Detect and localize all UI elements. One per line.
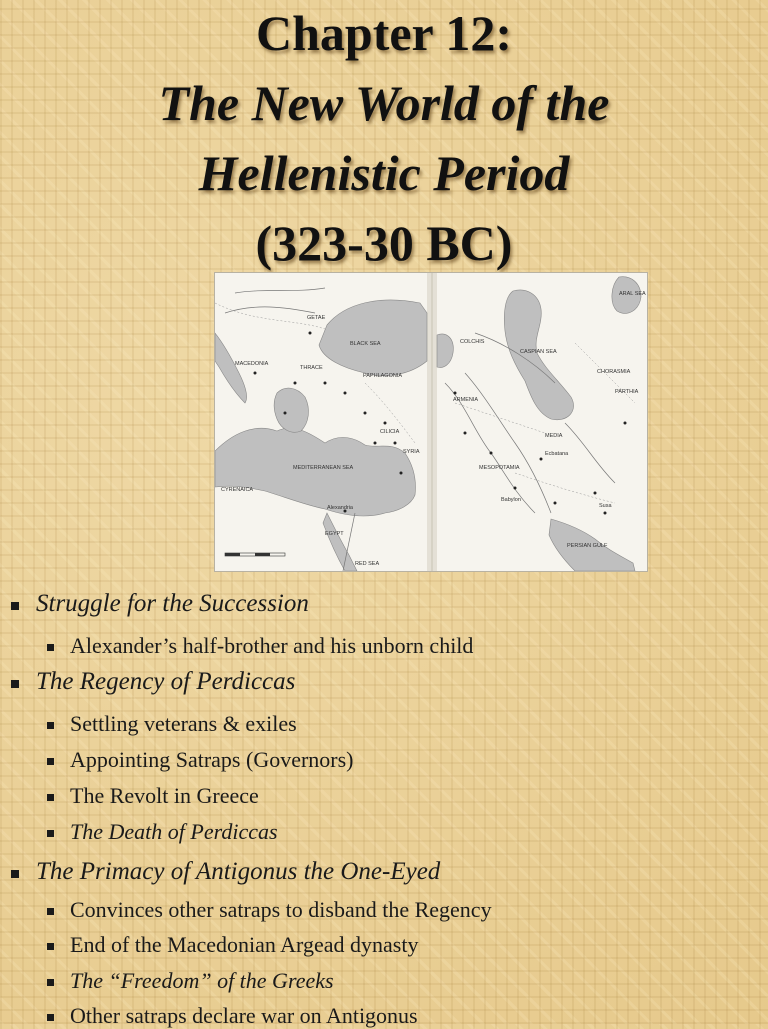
syria-label: SYRIA bbox=[403, 449, 420, 455]
babylon-label: Babylon bbox=[501, 497, 521, 503]
bullet-text: The Primacy of Antigonus the One-Eyed bbox=[36, 858, 441, 885]
bullet-marker bbox=[47, 722, 54, 729]
sub-bullet-text: The Revolt in Greece bbox=[70, 783, 259, 808]
bullet-marker bbox=[47, 758, 54, 765]
bullet-marker bbox=[11, 602, 19, 610]
media-label: MEDIA bbox=[545, 433, 563, 439]
bullet-marker bbox=[47, 943, 54, 950]
mediterranean-label: MEDITERRANEAN SEA bbox=[293, 465, 354, 471]
macedonia-label: MACEDONIA bbox=[235, 361, 269, 367]
chorasmia-label: CHORASMIA bbox=[597, 369, 631, 375]
aral-label: ARAL SEA bbox=[619, 291, 646, 297]
bullet-marker bbox=[47, 908, 54, 915]
bullet-marker bbox=[47, 979, 54, 986]
bullet-text: The Regency of Perdiccas bbox=[36, 668, 296, 695]
title-line-4: (323-30 BC) bbox=[255, 215, 513, 271]
bullet-marker bbox=[47, 794, 54, 801]
egypt-label: EGYPT bbox=[325, 531, 344, 537]
sub-bullet-text: Alexander’s half-brother and his unborn child bbox=[70, 633, 474, 658]
sub-bullet-text: The Death of Perdiccas bbox=[70, 819, 278, 844]
black-sea-label: BLACK SEA bbox=[350, 341, 381, 347]
red-sea-label: RED SEA bbox=[355, 561, 380, 567]
persian-gulf-label: PERSIAN GULF bbox=[567, 543, 608, 549]
bullet-marker bbox=[47, 830, 54, 837]
sub-bullet-text: Appointing Satraps (Governors) bbox=[70, 747, 354, 772]
title-line-2: The New World of the bbox=[158, 75, 610, 131]
paphlagonia-label: PAPHLAGONIA bbox=[363, 373, 403, 379]
bullet-text: Struggle for the Succession bbox=[36, 590, 309, 617]
sub-bullet-text: End of the Macedonian Argead dynasty bbox=[70, 932, 419, 957]
getae-label: GETAE bbox=[307, 315, 326, 321]
sub-bullet-text: Other satraps declare war on Antigonus bbox=[70, 1003, 418, 1028]
bullet-marker bbox=[47, 1014, 54, 1021]
parthia-label: PARTHIA bbox=[615, 389, 639, 395]
sub-bullet-text: The “Freedom” of the Greeks bbox=[70, 968, 334, 993]
cilicia-label: CILICIA bbox=[380, 429, 400, 435]
caspian-label: CASPIAN SEA bbox=[520, 349, 557, 355]
mesopotamia-label: MESOPOTAMIA bbox=[479, 465, 520, 471]
bullet-marker bbox=[11, 680, 19, 688]
sub-bullet-text: Convinces other satraps to disband the Regency bbox=[70, 897, 492, 922]
cyrenaica-label: CYRENAICA bbox=[221, 487, 254, 493]
colchis-label: COLCHIS bbox=[460, 339, 485, 345]
bullet-marker bbox=[47, 644, 54, 651]
sub-bullet-text: Settling veterans & exiles bbox=[70, 711, 297, 736]
title-line-1: Chapter 12: bbox=[255, 5, 512, 61]
bullet-marker bbox=[11, 870, 19, 878]
title-line-3: Hellenistic Period bbox=[198, 145, 570, 201]
hellenistic-world-map bbox=[214, 272, 648, 572]
ecbatana-label: Ecbatana bbox=[545, 451, 569, 457]
thrace-label: THRACE bbox=[300, 365, 323, 371]
armenia-label: ARMENIA bbox=[453, 397, 479, 403]
susa-label: Susa bbox=[599, 503, 612, 509]
alexandria-label: Alexandria bbox=[327, 505, 353, 511]
